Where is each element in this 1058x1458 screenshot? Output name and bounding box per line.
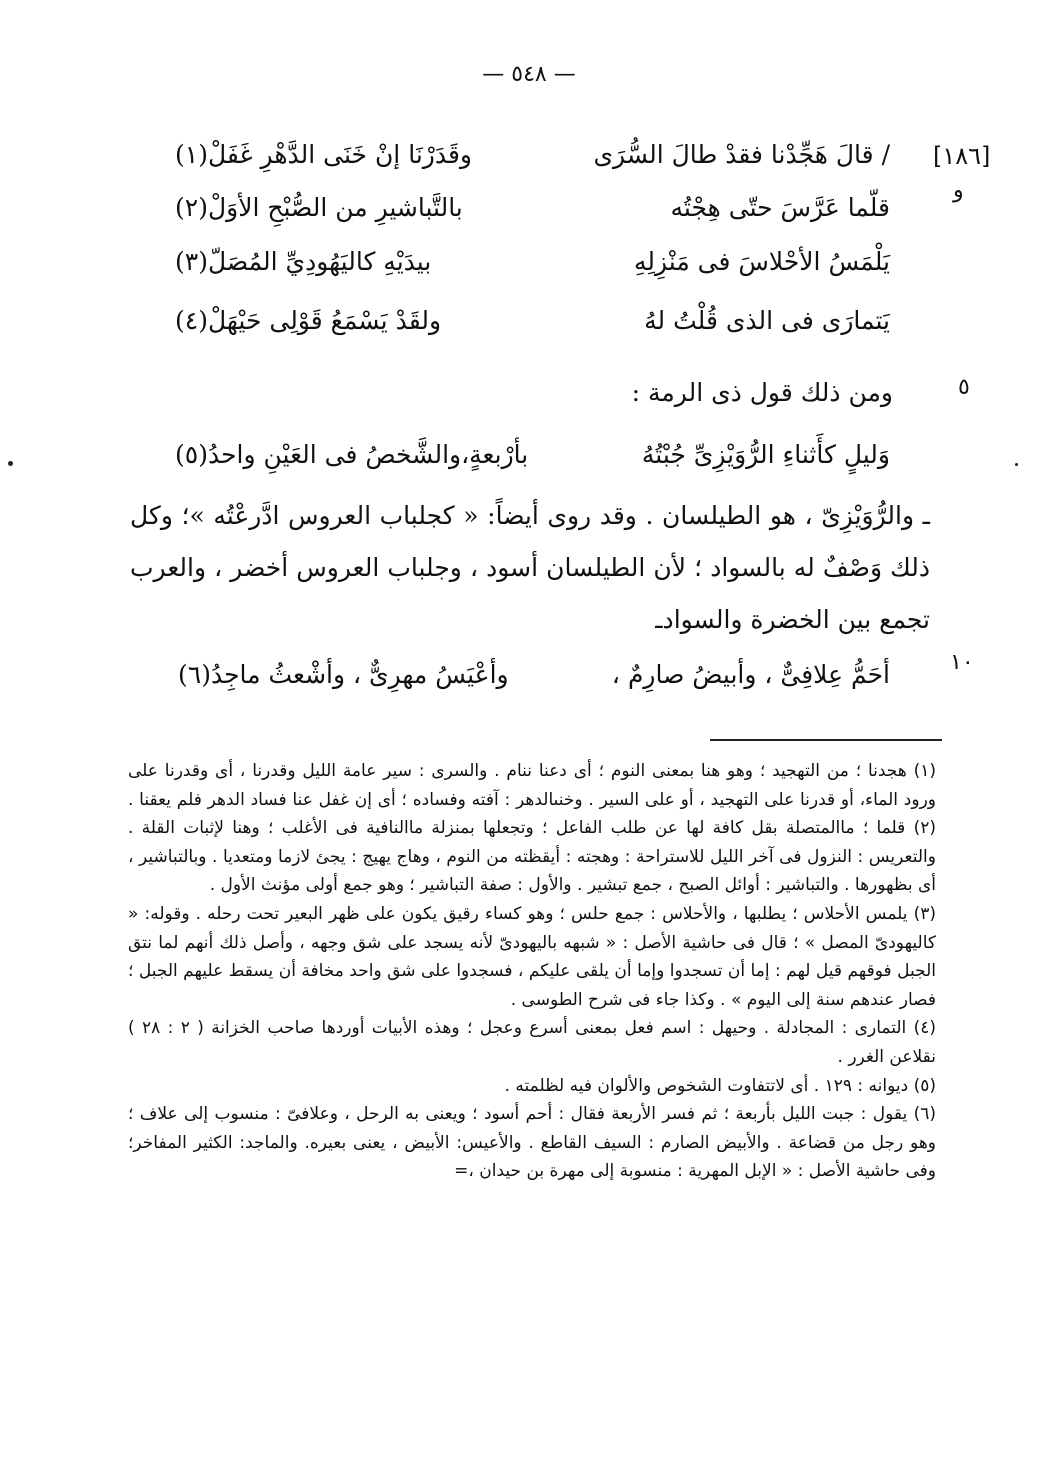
verse-line (175, 193, 890, 233)
verse-second-hemistich: ولقَدْ يَسْمَعُ قَوْلِى حَيْهَلْ(٤) (175, 306, 442, 335)
verse-first-hemistich: يَلْمَسُ الأحْلاسَ فى مَنْزِلِهِ (633, 247, 890, 276)
verse-line (175, 306, 890, 346)
verse-second-hemistich: بأرْبعةٍ،والشَّخصُ فى العَيْنِ واحدُ(٥) (175, 440, 529, 469)
line-number-5: ٥ (958, 375, 970, 400)
footnotes (128, 757, 936, 1186)
verse-line (175, 440, 890, 480)
verse-second-hemistich: بيدَيْهِ كاليَهُودِيِّ المُصَلّ(٣) (175, 247, 432, 276)
verse-line (175, 140, 890, 180)
footnote-divider (710, 739, 942, 741)
footnote: (٤) التمارى : المجادلة . وحيهل : اسم فعل بمعنى أسرع وعجل ؛ وهذه الأبيات أوردها صاحب الخزانة ( ٢ : ٢٨ ) نقلاعن الغرر . (128, 1018, 937, 1067)
verse-second-hemistich: وقَدَرْنَا إنْ خَنَى الدَّهْرِ غَفَلْ(١) (175, 140, 472, 169)
footnote: (٦) يقول : جبت الليل بأربعة ؛ ثم فسر الأربعة فقال : أحم أسود ؛ ويعنى به الرحل ، وعلافىّ : منسوب إلى علاف ؛ وهو رجل من قضاعة . والأبيض الصارم : السيف القاطع . والأعيس: الأبيض ، يعنى بعيره. والماجد: الكثير المفاخر؛ وفى حاشية الأصل : « الإبل المهرية : منسوبة إلى مهرة بن حيدان ،= (128, 1104, 936, 1182)
verse-first-hemistich: وَليلٍ كأَثناءِ الرُّوَيْزِىِّ جُبْتُهُ (641, 440, 890, 469)
page-number: — ٥٤٨ — (482, 62, 576, 87)
verse-second-hemistich: بالتَّباشيرِ من الصُّبْحِ الأوَلْ(٢) (175, 193, 463, 222)
verse-line (175, 247, 890, 287)
intro-text: ومن ذلك قول ذى الرمة : (631, 378, 893, 407)
verse-first-hemistich: / قالَ هَجِّدْنا فقدْ طالَ السُّرَى (593, 140, 890, 169)
line-number-10: ١٠ (950, 650, 974, 675)
footnote: (٥) ديوانه : ١٢٩ . أى لاتتفاوت الشخوص والألوان فيه لظلمته . (504, 1075, 936, 1096)
intro-line (560, 378, 893, 418)
footnote: (٣) يلمس الأحلاس ؛ يطلبها ، والأحلاس : جمع حلس ؛ وهو كساء رقيق يكون على ظهر البعير تحت رحله . وقوله: « كاليهودىّ المصل » ؛ قال فى حاشية الأصل : « شبهه باليهودىّ لأنه يسجد على شق وجهه ، وأصل ذلك أنهم لما نتق الجبل فوقهم قيل لهم : إما أن تسجدوا وإما أن يلقى عليكم ، فسجدوا على شق واحد مخافة أن يسقط عليهم الجبل ؛ فصار عندهم سنة إلى اليوم » . وكذا جاء فى شرح الطوسى . (128, 903, 936, 1010)
verse-first-hemistich: قلّما عَرَّسَ حتّى هِجْتُه (670, 193, 890, 222)
verse-line (178, 660, 890, 700)
margin-side-mark: و (953, 178, 964, 203)
verse-second-hemistich: وأعْيَسُ مهرِىٌّ ، وأشْعثُ ماجِدُ(٦) (178, 660, 509, 689)
scan-speck (8, 461, 13, 466)
prose-paragraph: ـ والرُّوَيْزِىّ ، هو الطيلسان . وقد روى أيضاً: « كجلباب العروس ادَّرعْتُه »؛ وكل ذلك وَصْفٌ له بالسواد ؛ لأن الطيلسان أسود ، وجلباب العروس أخضر ، والعرب تجمع بين الخضرة والسوادـ (130, 501, 930, 634)
verse-first-hemistich: يَتمارَى فى الذى قُلْتُ لهُ (644, 306, 890, 335)
verse-first-hemistich: أحَمُّ عِلافِىٌّ ، وأبيضُ صارِمٌ ، (611, 660, 890, 689)
margin-reference: [١٨٦] (933, 142, 991, 170)
scan-speck (1015, 463, 1018, 466)
footnote: (١) هجدنا ؛ من التهجيد ؛ وهو هنا بمعنى النوم ؛ أى دعنا ننام . والسرى : سير عامة الليل وقدرنا ، أى وقدرنا على ورود الماء، أو قدرنا على التهجيد ، أو على السير . وخنىالدهر : آفته وفساده ؛ أى إن غفل عنا فساد الدهر فلم يعقنا . (٢) قلما ؛ ماالمتصلة بقل كافة لها عن طلب الفاعل ؛ وتجعلها بمنزلة ماالنافية فى الأغلب ؛ وهنا لإثبات القلة . والتعريس : النزول فى آخر الليل للاستراحة : وهجته : أيقظته من النوم ، وهاج يهيج : يجئ لازما ومتعديا . وبالتباشير ، أى بظهورها . والتباشير : أوائل الصبح ، جمع تبشير . والأول : صفة التباشير ؛ وهو جمع أولى مؤنث الأول . (128, 761, 936, 896)
